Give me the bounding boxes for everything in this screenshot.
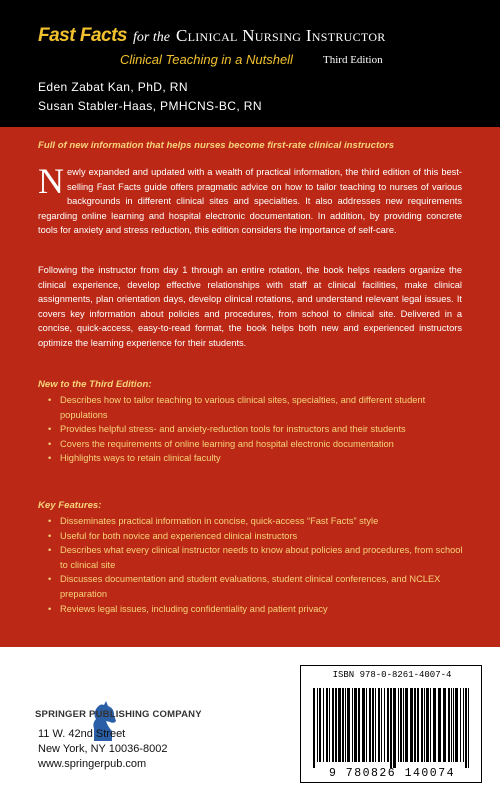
barcode-bar: [430, 688, 431, 762]
key-features-heading: Key Features:: [38, 500, 102, 511]
list-item: • Useful for both novice and experienced clinical instructors: [48, 529, 468, 544]
publisher-website: www.springerpub.com: [38, 758, 147, 770]
bullet-icon: •: [48, 453, 52, 464]
barcode-bar: [362, 688, 365, 762]
barcode-bar: [426, 688, 429, 762]
barcode-bar: [338, 688, 341, 762]
barcode-bar: [414, 688, 416, 762]
blurb-paragraph-1-text: ewly expanded and updated with a wealth of practical information, the third edition of this best-selling Fast Facts guide offers pragmatic advice on how to tailor teaching to nurses of various backgrounds in different clinical sites and specialties. It also addresses new requirements regarding online learning and hospital electronic documentation. In addition, by providing concrete tools for anxiety and stress reduction, this edition considers the importance of self-care.: [38, 167, 462, 236]
bullet-icon: •: [48, 545, 52, 556]
barcode-bar: [378, 688, 380, 762]
barcode-bar: [317, 688, 318, 762]
barcode-bar: [424, 688, 425, 762]
barcode-bar: [387, 688, 389, 762]
list-item: • Covers the requirements of online learning and hospital electronic documentation: [48, 437, 468, 452]
barcode-bar: [443, 688, 446, 762]
bullet-icon: •: [48, 574, 52, 585]
new-edition-heading: New to the Third Edition:: [38, 379, 152, 390]
barcode-bar: [417, 688, 419, 762]
publisher-street: 11 W. 42nd Street: [38, 728, 126, 740]
barcode-bar: [366, 688, 367, 762]
barcode-bar: [393, 688, 396, 768]
barcode-icon: [309, 688, 475, 768]
barcode-bar: [335, 688, 337, 762]
blurb-paragraph-2: Following the instructor from day 1 through an entire rotation, the book helps readers organize the clinical experience, develop effective relationships with staff at clinical facilities, make clinical assignments, plan orientation days, develop clinical rotations, and understand relevant legal issues. It covers key information about policies and procedures, from school to clinical site. Delivered in a concise, quick-access, easy-to-read format, the book helps both new and experienced instructors optimize the learning experience for their students.: [38, 265, 462, 348]
barcode-bar: [421, 688, 423, 762]
barcode-bar: [313, 688, 315, 768]
author-2: Susan Stabler-Haas, PMHCNS-BC, RN: [38, 99, 262, 113]
barcode-bar: [352, 688, 353, 762]
bullet-icon: •: [48, 395, 52, 405]
barcode-bar: [451, 688, 452, 762]
barcode-bar: [372, 688, 374, 762]
barcode-bar: [329, 688, 330, 762]
list-item: • Describes how to tailor teaching to various clinical sites, specialties, and different student populations: [48, 395, 426, 420]
barcode-bar: [319, 688, 321, 762]
barcode-bar: [358, 688, 360, 762]
barcode-bar: [354, 688, 357, 762]
book-edition: Third Edition: [323, 54, 383, 66]
list-item: • Provides helpful stress- and anxiety-reduction tools for instructors and their students: [48, 422, 468, 437]
bullet-icon: •: [48, 530, 52, 541]
drop-cap: N: [38, 161, 64, 201]
barcode-bar: [433, 688, 436, 762]
barcode-bar: [323, 688, 324, 762]
list-item: • Reviews legal issues, including confidentiality and patient privacy: [48, 602, 468, 617]
barcode-bar: [410, 688, 413, 762]
bullet-icon: •: [48, 424, 52, 435]
barcode-bar: [342, 688, 344, 762]
barcode-bar: [403, 688, 404, 762]
barcode-bar: [375, 688, 376, 762]
barcode-bar: [400, 688, 402, 762]
barcode-bar: [384, 688, 385, 762]
barcode-bar: [463, 688, 464, 762]
publisher-city: New York, NY 10036-8002: [38, 743, 168, 755]
list-item: • Disseminates practical information in concise, quick-access “Fast Facts” style: [48, 514, 468, 529]
book-subtitle: Clinical Teaching in a Nutshell: [120, 52, 293, 67]
barcode-bar: [465, 688, 467, 768]
blurb-paragraph-1: [38, 161, 462, 238]
barcode-digits: 9 780826 140074: [328, 767, 456, 780]
barcode-bar: [345, 688, 346, 762]
author-1: Eden Zabat Kan, PhD, RN: [38, 80, 188, 94]
bullet-icon: •: [48, 438, 52, 449]
cover-header: [0, 0, 500, 127]
isbn-label: ISBN 978-0-8261-4007-4: [332, 670, 452, 680]
barcode-bar: [332, 688, 334, 762]
publisher-name: SPRINGER PUBLISHING COMPANY: [35, 709, 202, 720]
title-prefix: Fast Facts: [38, 25, 127, 46]
book-title: [38, 25, 386, 47]
barcode-panel: [300, 665, 482, 783]
barcode-bar: [460, 688, 461, 762]
bullet-icon: •: [48, 603, 52, 614]
list-item: • Describes what every clinical instructor needs to know about policies and procedures, from school to clinical site: [48, 545, 463, 570]
key-features-list: [48, 514, 468, 616]
blurb-tagline: Full of new information that helps nurses become first-rate clinical instructors: [38, 140, 395, 151]
bullet-icon: •: [48, 516, 52, 526]
barcode-bar: [347, 688, 350, 762]
barcode-bar: [468, 688, 469, 768]
barcode-bar: [455, 688, 458, 762]
barcode-bar: [369, 688, 371, 762]
title-connector: for the: [132, 30, 170, 45]
new-edition-list: [48, 393, 468, 466]
list-item: • Discusses documentation and student evaluations, student clinical conferences, and NCLEX preparation: [48, 574, 441, 599]
barcode-bar: [453, 688, 454, 762]
cover-footer: [0, 647, 500, 800]
title-main: Clinical Nursing Instructor: [175, 26, 386, 45]
barcode-bar: [381, 688, 382, 762]
barcode-bar: [326, 688, 328, 762]
barcode-bar: [438, 688, 441, 762]
barcode-bar: [398, 688, 399, 762]
barcode-bar: [390, 688, 392, 768]
cover-blurb: [0, 127, 500, 647]
list-item: • Highlights ways to retain clinical faculty: [48, 451, 468, 466]
barcode-bar: [405, 688, 408, 762]
barcode-bar: [448, 688, 450, 762]
